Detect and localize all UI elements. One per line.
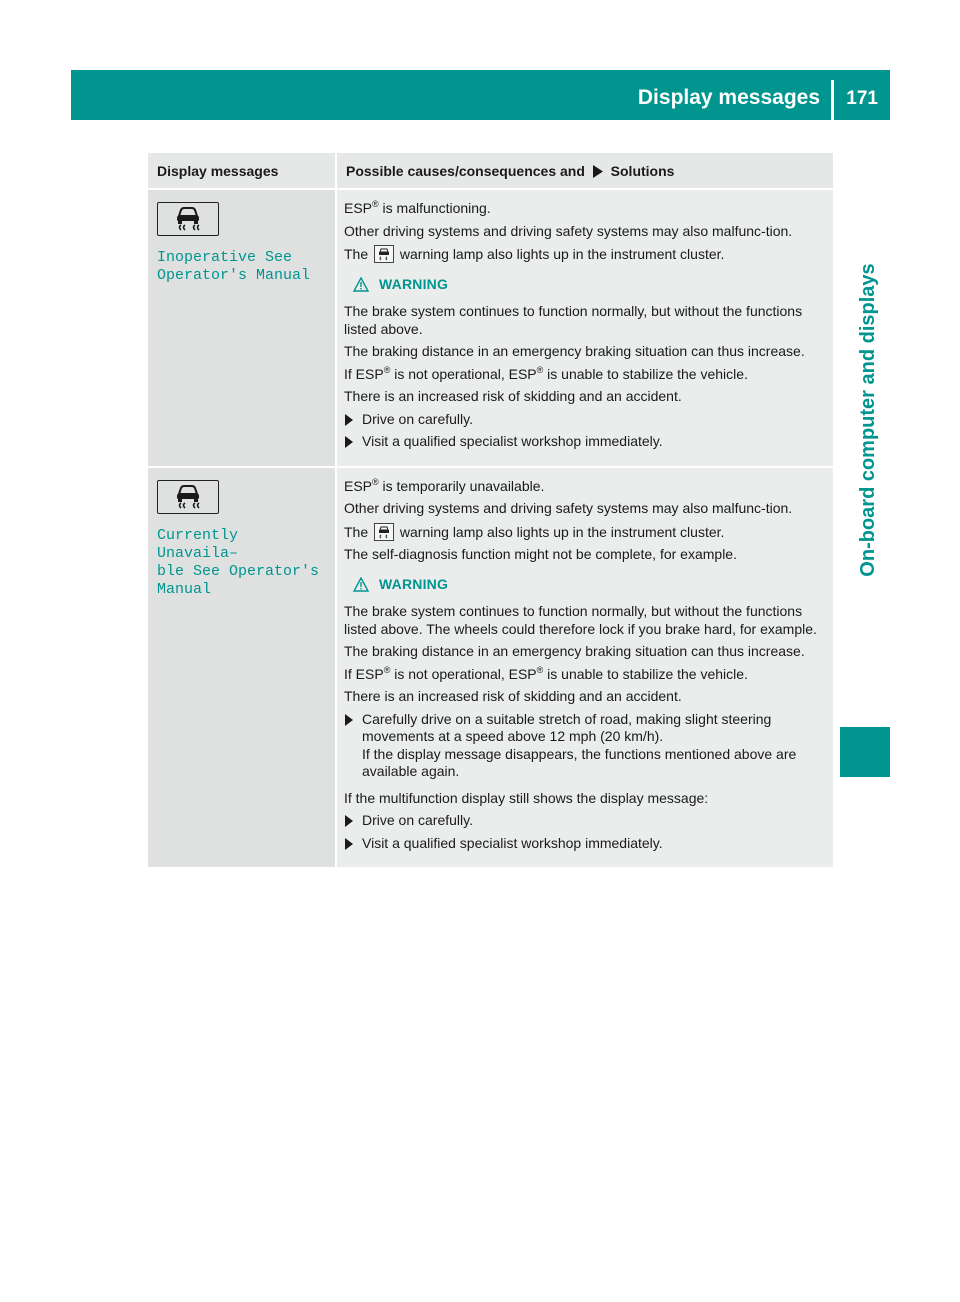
page-number: 171 [846, 88, 878, 109]
warning-text: There is an increased risk of skidding and an accident. [344, 688, 682, 704]
table-row [148, 467, 833, 869]
step-arrow-icon [345, 436, 353, 448]
solution-cell [336, 189, 833, 467]
message-cell [148, 467, 336, 869]
warning-text: The brake system continues to function normally, but without the functions listed above. [344, 303, 803, 337]
step-item: Drive on carefully. [344, 812, 827, 830]
esp-warning-lamp-icon [374, 523, 394, 541]
step-arrow-icon [345, 414, 353, 426]
warning-label: WARNING [379, 575, 449, 592]
sol-line: The warning lamp also lights up in the instrument cluster. [344, 523, 725, 540]
warning-text: The brake system continues to function normally, but without the functions listed above. The wheels could therefore lock if you brake hard, for example. [344, 603, 817, 637]
sol-line: The self-diagnosis function might not be complete, for example. [344, 546, 737, 562]
warning-heading [353, 276, 827, 294]
display-message-text: Currently Unavaila– ble See Operator's Manual [157, 526, 320, 598]
sol-line: Other driving systems and driving safety systems may also malfunc-tion. [344, 500, 793, 516]
col-header-display-messages: Display messages [148, 153, 336, 189]
step-item: Carefully drive on a suitable stretch of road, making slight steering movements at a speed above 12 mph (20 km/h). If the display message disappears, the functions mentioned above are available again. [344, 711, 827, 781]
side-chapter-tab [840, 135, 890, 705]
warning-triangle-icon [353, 277, 369, 292]
warning-text: The braking distance in an emergency braking situation can thus increase. [344, 343, 805, 359]
step-item: Visit a qualified specialist workshop immediately. [344, 835, 827, 853]
col-header-causes-solutions [336, 153, 833, 189]
page-section-title: Display messages [637, 86, 820, 109]
display-message-text: Inoperative See Operator's Manual [157, 249, 311, 284]
step-item: Drive on carefully. [344, 411, 827, 429]
warning-triangle-icon [353, 577, 369, 592]
esp-skid-icon [157, 480, 219, 514]
message-cell [148, 189, 336, 467]
step-arrow-icon [345, 838, 353, 850]
sol-line: ESP® is malfunctioning. [344, 199, 491, 216]
esp-skid-icon [157, 202, 219, 236]
step-item: Visit a qualified specialist workshop immediately. [344, 433, 827, 451]
display-messages-table [148, 153, 833, 869]
warning-heading [353, 576, 827, 594]
sol-line: If the multifunction display still shows the display message: [344, 789, 709, 806]
esp-warning-lamp-icon [374, 245, 394, 263]
table-header-row [148, 153, 833, 189]
header-divider [831, 80, 834, 120]
col-header-causes: Possible causes/consequences and [346, 163, 585, 179]
step-arrow-icon [345, 815, 353, 827]
table-row [148, 189, 833, 467]
warning-text: If ESP® is not operational, ESP® is unable to stabilize the vehicle. [344, 664, 748, 682]
solutions-arrow-icon [592, 165, 604, 178]
warning-text: There is an increased risk of skidding and an accident. [344, 388, 682, 404]
col-header-solutions: Solutions [610, 163, 675, 179]
step-arrow-icon [345, 714, 353, 726]
sol-line: The warning lamp also lights up in the instrument cluster. [344, 246, 725, 262]
side-chapter-label: On-board computer and displays [857, 263, 879, 577]
sol-line: Other driving systems and driving safety systems may also malfunc-tion. [344, 222, 793, 239]
warning-text: If ESP® is not operational, ESP® is unable to stabilize the vehicle. [344, 364, 748, 382]
warning-label: WARNING [379, 275, 449, 292]
warning-text: The braking distance in an emergency braking situation can thus increase. [344, 643, 805, 659]
sol-line: ESP® is temporarily unavailable. [344, 476, 545, 494]
solution-cell [336, 467, 833, 869]
header-bar [71, 70, 890, 120]
side-marker-square [840, 727, 890, 777]
